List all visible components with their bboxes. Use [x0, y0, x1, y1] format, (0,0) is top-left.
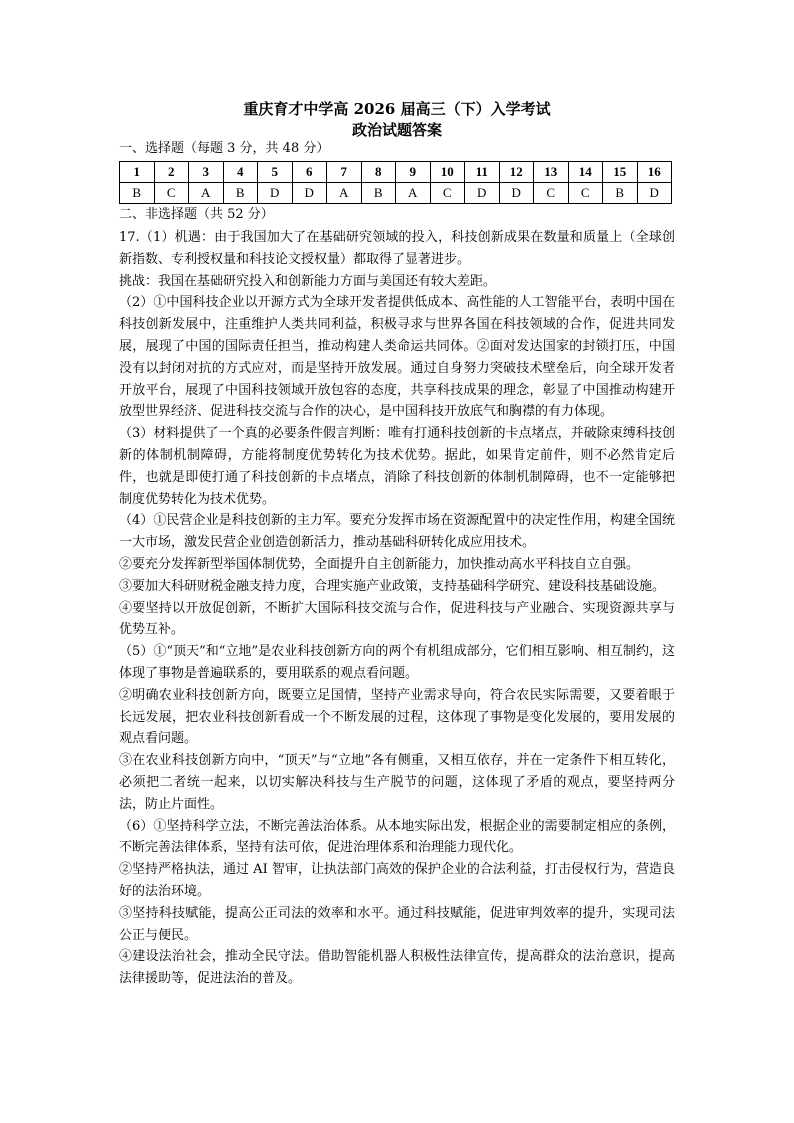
question-number: 7 [327, 162, 362, 183]
question-number: 15 [603, 162, 638, 183]
answer-paragraph: 17.（1）机遇：由于我国加大了在基础研究领域的投入，科技创新成果在数量和质量上（全球创新指数、专利授权量和科技论文授权量）都取得了显著进步。 [119, 230, 675, 267]
answer-paragraph: ②坚持严格执法，通过 AI 智审，让执法部门高效的保护企业的合法利益，打击侵权行为，营造良好的法治环境。 [119, 862, 675, 899]
question-number: 8 [361, 162, 396, 183]
answer-paragraph: ③在农业科技创新方向中，“顶天”与“立地”各有侧重，又相互依存，并在一定条件下相互转化，必须把二者统一起来，以切实解决科技与生产脱节的问题，这体现了矛盾的观点，要坚持两分法，防止片面性。 [119, 753, 675, 812]
answer-paragraph: 挑战：我国在基础研究投入和创新能力方面与美国还有较大差距。 [119, 273, 497, 289]
answer-letter: D [637, 183, 672, 204]
question-number: 5 [258, 162, 293, 183]
question-number: 12 [499, 162, 534, 183]
answer-letter: D [499, 183, 534, 204]
question-number: 4 [223, 162, 258, 183]
answer-letter: B [361, 183, 396, 204]
exam-title: 重庆育才中学高 2026 届高三（下）入学考试 [243, 100, 551, 118]
question-number: 10 [430, 162, 465, 183]
answer-letter: B [120, 183, 155, 204]
question-number: 16 [637, 162, 672, 183]
answer-letter: B [223, 183, 258, 204]
question-number: 2 [154, 162, 189, 183]
question-number: 13 [534, 162, 569, 183]
answer-paragraph: （4）①民营企业是科技创新的主力军。要充分发挥市场在资源配置中的决定性作用，构建全国统一大市场，激发民营企业创造创新活力，推动基础科研转化成应用技术。 [119, 513, 675, 551]
answer-paragraph: ④建设法治社会，推动全民守法。借助智能机器人积极性法律宣传，提高群众的法治意识，提高法律援助等，促进法治的普及。 [119, 949, 675, 987]
answer-letter: A [189, 183, 224, 204]
answer-paragraph: （6）①坚持科学立法，不断完善法治体系。从本地实际出发，根据企业的需要制定相应的条例，不断完善法律体系，坚持有法可依，促进治理体系和治理能力现代化。 [119, 818, 675, 856]
question-number: 14 [568, 162, 603, 183]
answer-paragraph: ④要坚持以开放促创新，不断扩大国际科技交流与合作，促进科技与产业融合、实现资源共享与优势互补。 [119, 600, 675, 638]
answer-letter: C [568, 183, 603, 204]
answer-letter: A [327, 183, 362, 204]
answer-paragraph: （3）材料提供了一个真的必要条件假言判断：唯有打通科技创新的卡点堵点，并破除束缚科技创新的体制机制障碍，方能将制度优势转化为技术优势。据此，如果肯定前件，则不必然肯定后件，也就是即使打通了科技创新的卡点堵点，消除了科技创新的体制机制障碍，也不一定能够把制度优势转化为技术优势。 [119, 426, 675, 507]
answer-paragraph: ③坚持科技赋能，提高公正司法的效率和水平。通过科技赋能，促进审判效率的提升，实现司法公正与便民。 [119, 905, 675, 943]
answer-letter: D [292, 183, 327, 204]
answer-table [119, 161, 672, 204]
answer-paragraph: （2）①中国科技企业以开源方式为全球开发者提供低成本、高性能的人工智能平台，表明中国在科技创新发展中，注重维护人类共同利益，积极寻求与世界各国在科技领域的合作，促进共同发展，展现了中国的国际责任担当，推动构建人类命运共同体。②面对发达国家的封锁打压，中国没有以封闭对抗的方式应对，而是坚持开放发展。通过自身努力突破技术壁垒后，向全球开发者开放平台，展现了中国科技领域开放包容的态度，共享科技成果的理念，彰显了中国推动构建开放型世界经济、促进科技交流与合作的决心，是中国科技开放底气和胸襟的有力体现。 [119, 295, 675, 420]
answer-paragraph: ③要加大科研财税金融支持力度，合理实施产业政策，支持基础科学研究、建设科技基础设施。 [119, 578, 666, 594]
question-number: 1 [120, 162, 155, 183]
answer-letter: C [430, 183, 465, 204]
question-number: 3 [189, 162, 224, 183]
answer-paragraph: （5）①“顶天”和“立地”是农业科技创新方向的两个有机组成部分，它们相互影响、相互制约，这体现了事物是普遍联系的，要用联系的观点看问题。 [119, 644, 675, 681]
exam-subtitle: 政治试题答案 [351, 121, 442, 139]
answer-paragraph: ②明确农业科技创新方向，既要立足国情，坚持产业需求导向，符合农民实际需要，又要着眼于长远发展，把农业科技创新看成一个不断发展的过程，这体现了事物是变化发展的，要用发展的观点看问题。 [119, 687, 675, 747]
answer-body [119, 227, 675, 990]
section2-heading: 二、非选择题（共 52 分） [119, 207, 274, 222]
answer-letter: A [396, 183, 431, 204]
question-number: 9 [396, 162, 431, 183]
question-number-row [120, 162, 672, 183]
answer-letter: B [603, 183, 638, 204]
answer-letter: D [465, 183, 500, 204]
answer-row [120, 183, 672, 204]
answer-letter: C [154, 183, 189, 204]
question-number: 11 [465, 162, 500, 183]
answer-paragraph: ②要充分发挥新型举国体制优势，全面提升自主创新能力，加快推动高水平科技自立自强。 [119, 556, 640, 572]
section1-heading: 一、选择题（每题 3 分，共 48 分） [119, 141, 330, 156]
question-number: 6 [292, 162, 327, 183]
answer-letter: D [258, 183, 293, 204]
answer-letter: C [534, 183, 569, 204]
